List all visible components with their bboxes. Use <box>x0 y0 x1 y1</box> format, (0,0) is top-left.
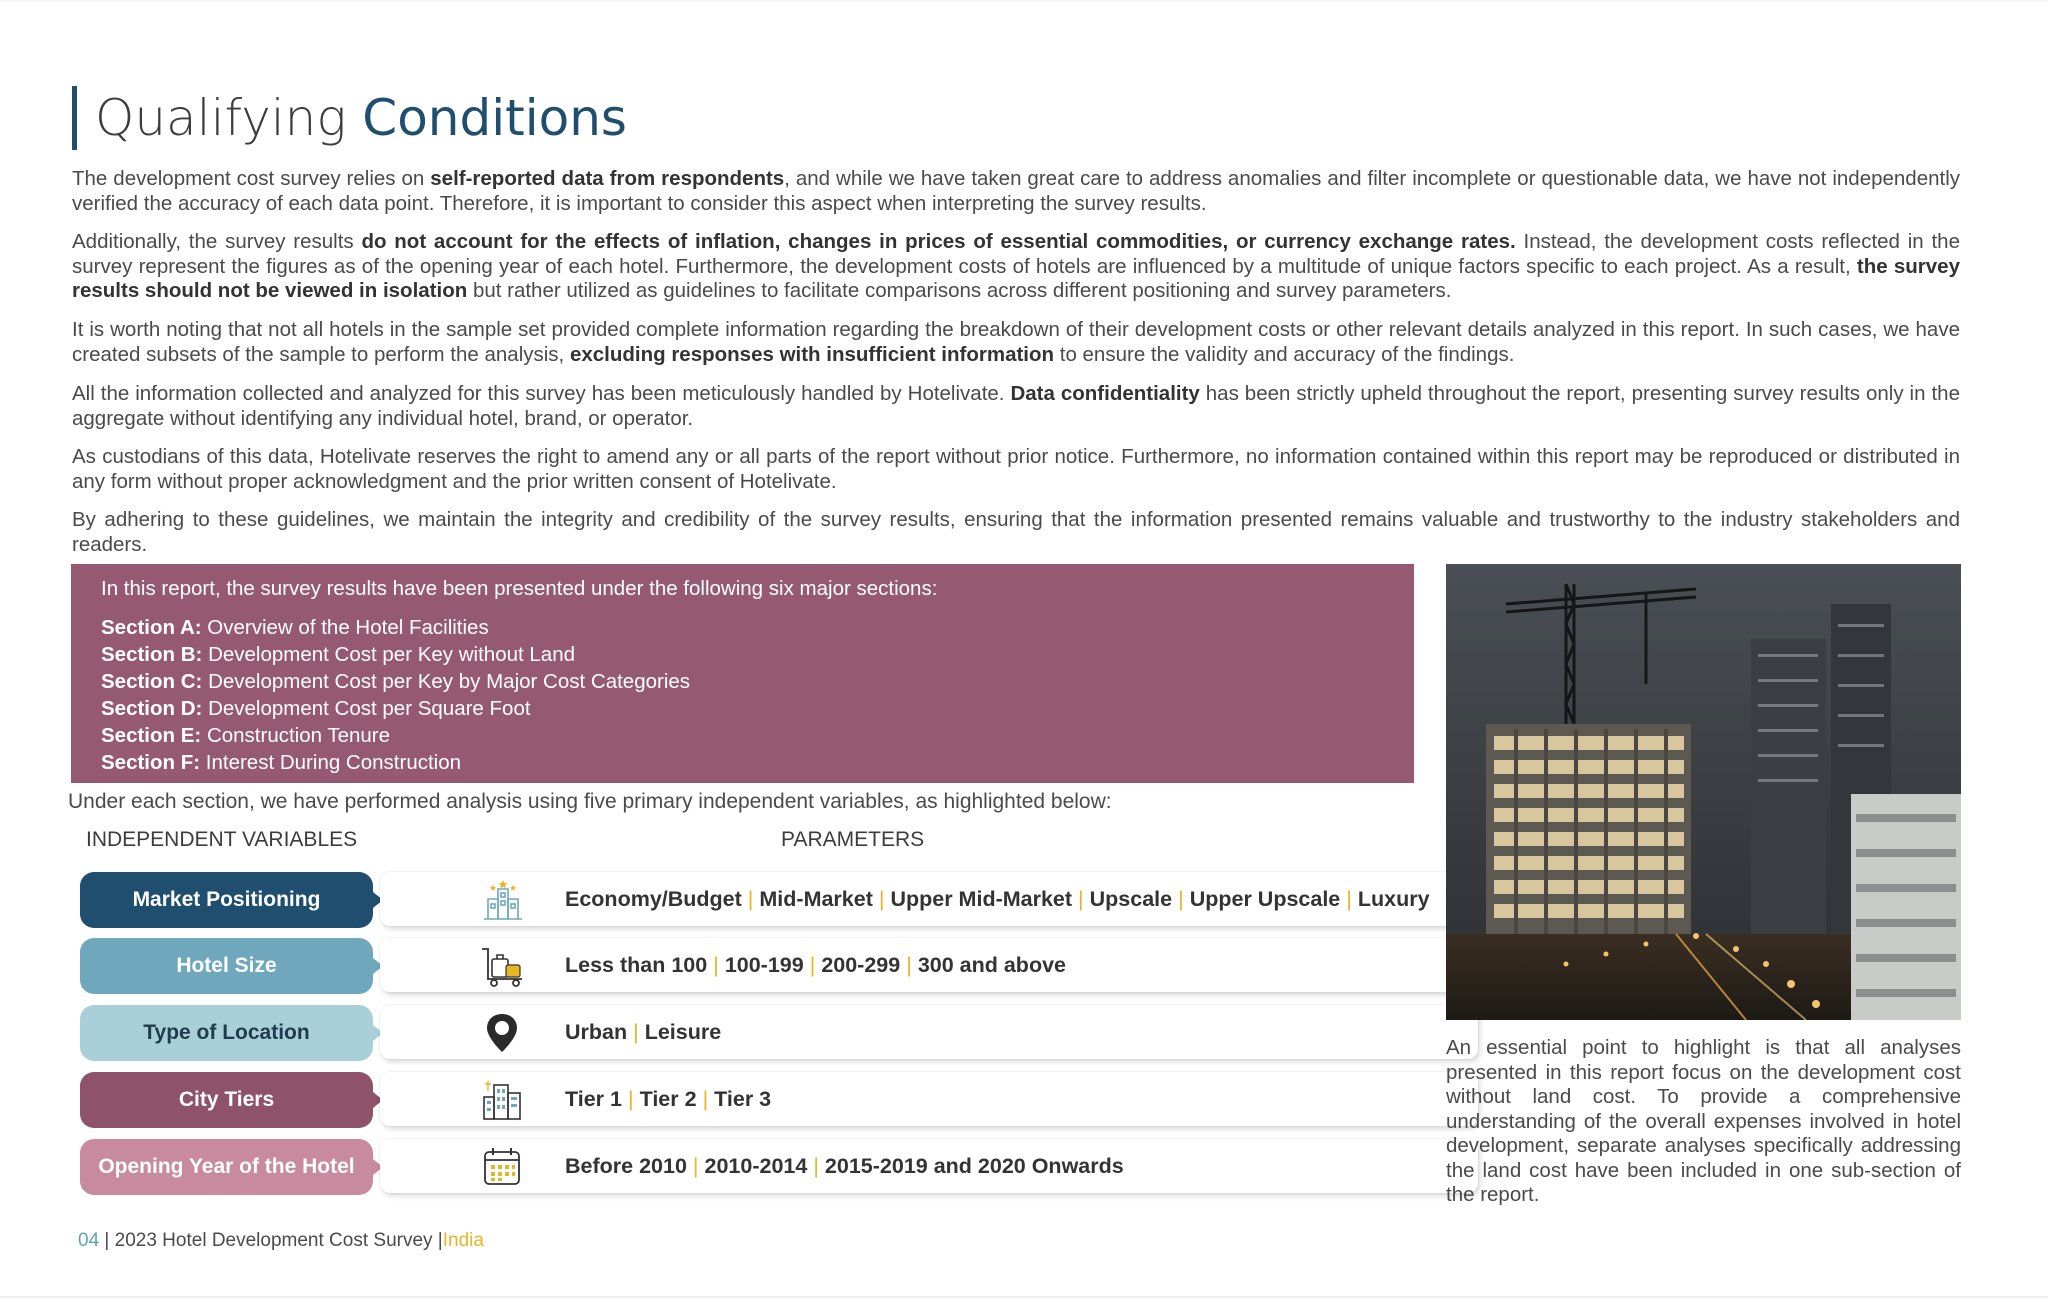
parameter-value: Upper Upscale <box>1189 887 1341 911</box>
section-item <box>101 722 1384 749</box>
section-text: Development Cost per Square Foot <box>202 697 531 720</box>
separator: | <box>1078 887 1084 911</box>
parameter-value: 300 and above <box>917 953 1066 977</box>
parameter-value: Tier 3 <box>714 1087 772 1111</box>
variable-name: Type of Location <box>143 1021 310 1044</box>
section-text: Overview of the Hotel Facilities <box>201 616 489 639</box>
parameter-value: 100-199 <box>724 953 804 977</box>
section-text: Interest During Construction <box>200 751 462 774</box>
parameter-value: 200-299 <box>821 953 901 977</box>
variable-row-opening-year <box>80 1139 1400 1195</box>
variable-pill <box>80 938 373 994</box>
section-label: Section C: <box>101 670 203 693</box>
parameters-list <box>565 872 1430 926</box>
section-text: Construction Tenure <box>201 724 391 747</box>
parameter-value: Before 2010 <box>565 1154 687 1178</box>
report-country: India <box>442 1230 484 1251</box>
parameter-value: Leisure <box>644 1020 722 1044</box>
paragraph-text: Instead, the development costs reflected in the survey represent the figures as of the opening year of each hotel. Furthermore, the development costs of hotels are influenced by a multitude of unique factors specific to each project. As a result, <box>72 230 1960 278</box>
section-item <box>101 668 1384 695</box>
construction-site-photo <box>1446 564 1961 1020</box>
separator: | <box>633 1020 639 1044</box>
section-item <box>101 614 1384 641</box>
paragraph-bold-text: self-reported data from respondents <box>430 167 785 190</box>
separator: | <box>713 953 719 977</box>
top-rule <box>0 0 2048 2</box>
page-footer <box>78 1230 484 1252</box>
variable-row-type-of-location <box>80 1005 1400 1061</box>
paragraph-4 <box>72 382 1960 431</box>
parameters-list <box>565 1139 1124 1193</box>
bottom-rule <box>0 1296 2048 1298</box>
variable-row-market-positioning <box>80 872 1430 928</box>
variables-intro: Under each section, we have performed analysis using five primary independent variables, as highlighted below: <box>68 790 1112 813</box>
title-part-1: Qualifying <box>95 89 347 147</box>
paragraph-5: As custodians of this data, Hotelivate reserves the right to amend any or all parts of the report without prior notice. Furthermore, no information contained within this report may be reproduced or distributed in any form without proper acknowledgment and the prior written consent of Hotelivate. <box>72 445 1960 493</box>
separator: | <box>747 887 754 911</box>
variable-name: Opening Year of the Hotel <box>98 1155 355 1178</box>
paragraph-text: but rather utilized as guidelines to facilitate comparisons across different positioning and survey parameters. <box>467 279 1452 302</box>
variable-name: Hotel Size <box>176 954 277 977</box>
parameter-value: Economy/Budget <box>565 887 742 911</box>
section-item <box>101 695 1384 722</box>
section-item <box>101 641 1384 668</box>
parameter-value: Less than 100 <box>565 953 708 977</box>
hotel-stars-icon <box>480 879 524 921</box>
paragraph-text: to ensure the validity and accuracy of the findings. <box>1054 342 1515 366</box>
paragraph-6: By adhering to these guidelines, we maintain the integrity and credibility of the survey results, ensuring that the information presented remains valuable and trustworthy to the industry stakeholders and readers. <box>72 508 1960 556</box>
variable-pill <box>80 1005 373 1061</box>
paragraph-text: , and while we have taken great care to address anomalies and filter incomplete or questionable data, we have not independently verified the accuracy of each data point. Therefore, it is important to consider this aspect when interpreting the survey results. <box>72 167 1960 215</box>
paragraph-bold-text: Data confidentiality <box>1010 382 1200 405</box>
paragraph-text: Additionally, the survey results <box>72 230 362 253</box>
parameter-value: Tier 1 <box>565 1087 622 1111</box>
page-title <box>72 86 627 150</box>
calendar-icon <box>480 1146 524 1188</box>
paragraph-bold-text: excluding responses with insufficient information <box>569 342 1055 366</box>
city-buildings-icon <box>480 1079 524 1121</box>
footer-separator: | <box>432 1230 443 1251</box>
paragraph-bold-text: do not account for the effects of inflation, changes in prices of essential commodities, or currency exchange rates. <box>361 230 1516 253</box>
section-item <box>101 749 1384 776</box>
parameters-box <box>380 1139 1478 1193</box>
parameter-value: Luxury <box>1357 887 1430 911</box>
section-label: Section D: <box>101 697 203 720</box>
section-text: Development Cost per Key by Major Cost Categories <box>202 670 691 693</box>
parameter-value: 2010-2014 <box>704 1154 808 1178</box>
separator: | <box>702 1087 709 1111</box>
variable-pill <box>80 1072 373 1128</box>
footer-separator: | <box>99 1230 115 1251</box>
separator: | <box>1178 887 1184 911</box>
parameter-value: Tier 2 <box>639 1087 697 1111</box>
section-label: Section A: <box>101 616 202 639</box>
parameter-value: Upscale <box>1089 887 1173 911</box>
paragraph-bold-text: the survey results should not be viewed in isolation <box>72 254 1960 302</box>
separator: | <box>692 1154 699 1178</box>
separator: | <box>809 953 816 977</box>
parameter-value: Urban <box>565 1020 628 1044</box>
variable-pill <box>80 872 373 928</box>
sections-box <box>71 564 1414 783</box>
page-number: 04 <box>78 1230 100 1251</box>
land-cost-note: An essential point to highlight is that all analyses presented in this report focus on the development cost without land cost. To provide a comprehensive understanding of the overall expenses involved in hotel development, separate analyses specifically addressing the land cost have been included in one sub-section of the report. <box>1446 1036 1961 1206</box>
parameters-box <box>380 1005 1478 1059</box>
variable-pill <box>80 1139 373 1195</box>
independent-variables-header: INDEPENDENT VARIABLES <box>86 828 358 851</box>
section-label: Section F: <box>101 751 201 774</box>
paragraph-text: has been strictly upheld throughout the report, presenting survey results only in the aggregate without identifying any individual hotel, brand, or operator. <box>72 382 1960 430</box>
luggage-cart-icon <box>480 945 524 987</box>
parameter-value: Mid-Market <box>759 887 873 911</box>
title-part-2: Conditions <box>362 89 627 147</box>
paragraph-text: It is worth noting that not all hotels in the sample set provided complete information regarding the breakdown of their development costs or other relevant details analyzed in this report. In such cases, we have created subsets of the sample to perform the analysis, <box>72 318 1960 366</box>
parameters-list <box>565 1072 771 1126</box>
variable-name: Market Positioning <box>132 888 321 911</box>
section-label: Section B: <box>101 643 203 666</box>
sections-intro: In this report, the survey results have been presented under the following six major sections: <box>101 577 938 600</box>
separator: | <box>878 887 885 911</box>
parameters-box <box>380 938 1478 992</box>
parameters-box <box>380 872 1478 926</box>
separator: | <box>627 1087 634 1111</box>
separator: | <box>1346 887 1352 911</box>
separator: | <box>813 1154 819 1178</box>
location-pin-icon <box>480 1012 524 1054</box>
separator: | <box>906 953 912 977</box>
paragraph-2 <box>72 230 1960 304</box>
parameter-value: 2015-2019 and 2020 Onwards <box>824 1154 1124 1178</box>
paragraph-text: All the information collected and analyzed for this survey has been meticulously handled by Hotelivate. <box>72 382 1011 405</box>
parameters-list <box>565 938 1066 992</box>
variable-row-hotel-size <box>80 938 1400 994</box>
section-text: Development Cost per Key without Land <box>202 643 575 666</box>
paragraph-3 <box>72 318 1960 367</box>
variable-row-city-tiers <box>80 1072 1400 1128</box>
variable-name: City Tiers <box>178 1088 275 1111</box>
parameters-list <box>565 1005 721 1059</box>
section-label: Section E: <box>101 724 202 747</box>
report-title: 2023 Hotel Development Cost Survey <box>114 1230 433 1251</box>
paragraph-text: The development cost survey relies on <box>72 167 431 190</box>
parameter-value: Upper Mid-Market <box>890 887 1073 911</box>
parameters-header: PARAMETERS <box>781 828 925 851</box>
parameters-box <box>380 1072 1478 1126</box>
paragraph-1 <box>72 167 1960 216</box>
